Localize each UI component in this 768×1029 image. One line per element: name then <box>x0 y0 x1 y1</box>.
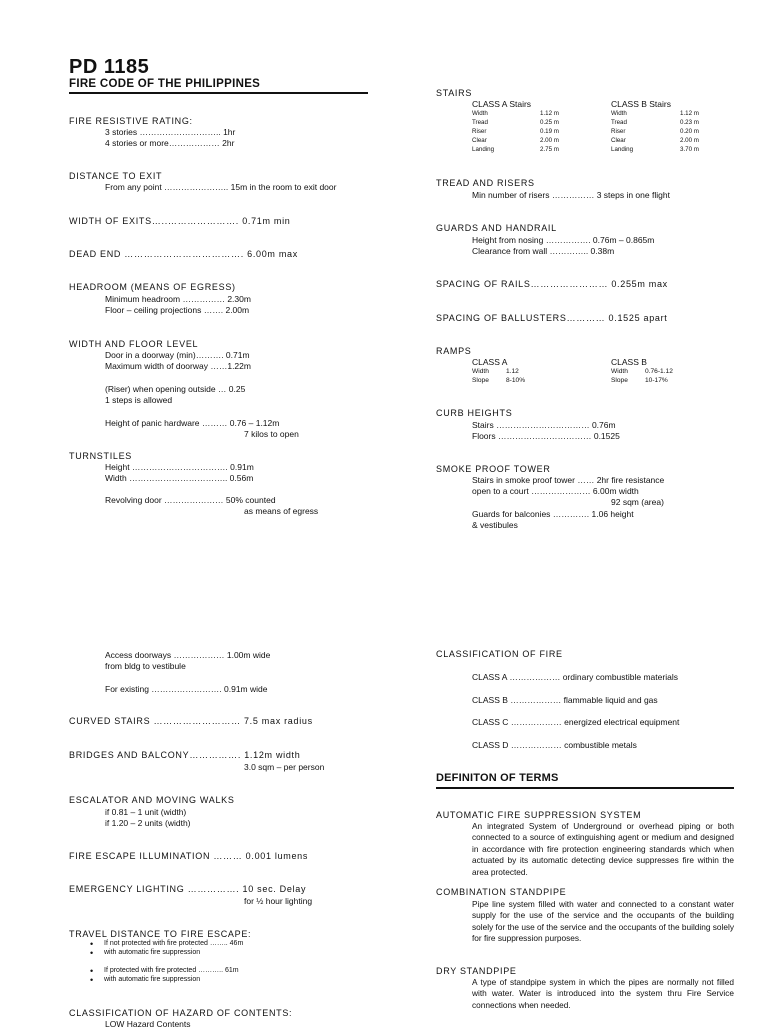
escalator-1-unit: if 0.81 – 1 unit (width) <box>105 807 187 817</box>
fire-resistive-heading: FIRE RESISTIVE RATING: <box>69 116 193 126</box>
stairs-class-a: CLASS A Stairs <box>472 99 532 109</box>
smoke-court-area: 92 sqm (area) <box>611 497 664 507</box>
ramp-b-width-label: Width <box>611 368 628 375</box>
class-c-fire: CLASS C ……………… energized electrical equipment <box>472 717 680 727</box>
distance-to-exit-heading: DISTANCE TO EXIT <box>69 171 163 181</box>
spacing-of-rails: SPACING OF RAILS…………………… 0.255m max <box>436 279 668 289</box>
width-of-exits: WIDTH OF EXITS…..…………………. 0.71m min <box>69 216 291 226</box>
stairs-class-b-value: 0.20 m <box>680 128 699 135</box>
escalator-heading: ESCALATOR AND MOVING WALKS <box>69 795 235 805</box>
door-in-doorway: Door in a doorway (min)………. 0.71m <box>105 350 250 360</box>
stairs-class-b: CLASS B Stairs <box>611 99 671 109</box>
ramps-heading: RAMPS <box>436 346 472 356</box>
travel-not-protected: • If not protected with fire protected …….. 46m <box>104 940 243 947</box>
travel-protected: • If protected with fire protected ……….. 61m <box>104 967 239 974</box>
ramp-b-slope-label: Slope <box>611 377 628 384</box>
bridges-balcony-area: 3.0 sqm – per person <box>244 762 325 772</box>
stairs-class-a-value: 0.19 m <box>540 128 559 135</box>
stairs-row-label-b: Landing <box>611 146 634 153</box>
ceiling-projections: Floor – ceiling projections ……. 2.00m <box>105 305 250 315</box>
panic-hardware-height: Height of panic hardware ……… 0.76 – 1.12m <box>105 418 280 428</box>
riser-opening: (Riser) when opening outside … 0.25 <box>105 384 246 394</box>
class-b-fire: CLASS B ……………… flammable liquid and gas <box>472 695 658 705</box>
stairs-class-b-value: 1.12 m <box>680 110 699 117</box>
escalator-2-units: if 1.20 – 2 units (width) <box>105 818 191 828</box>
tread-risers-heading: TREAD AND RISERS <box>436 178 535 188</box>
stairs-class-b-value: 0.23 m <box>680 119 699 126</box>
stairs-row-label-b: Clear <box>611 137 626 144</box>
definition-rule <box>436 787 734 789</box>
stairs-row-label-b: Tread <box>611 119 627 126</box>
max-doorway-width: Maximum width of doorway ……1.22m <box>105 361 251 371</box>
minimum-headroom: Minimum headroom …………… 2.30m <box>105 294 251 304</box>
smoke-stairs: Stairs in smoke proof tower …… 2hr fire resistance <box>472 475 665 485</box>
for-existing: For existing ……………………. 0.91m wide <box>105 684 268 694</box>
document-title: PD 1185 <box>69 56 150 78</box>
fire-escape-illumination: FIRE ESCAPE ILLUMINATION ……… 0.001 lumens <box>69 851 309 861</box>
definition-dry-standpipe: A type of standpipe system in which the pipes are normally not filled with water. Water is introduced into the system thru Fire Service connections when needed. <box>472 977 734 1010</box>
emergency-lighting-duration: for ½ hour lighting <box>244 896 313 906</box>
access-doorways: Access doorways ……………… 1.00m wide <box>105 650 271 660</box>
ramp-b-width: 0.76-1.12 <box>645 368 673 375</box>
smoke-proof-heading: SMOKE PROOF TOWER <box>436 464 551 474</box>
stairs-heading: STAIRS <box>436 88 473 98</box>
revolving-door: Revolving door ………………… 50% counted <box>105 495 276 505</box>
ramp-a-width-label: Width <box>472 368 489 375</box>
stairs-row-label: Landing <box>472 146 495 153</box>
turnstiles-heading: TURNSTILES <box>69 451 133 461</box>
travel-not-protected-note: • with automatic fire suppression <box>104 949 200 956</box>
travel-distance-heading: TRAVEL DISTANCE TO FIRE ESCAPE: <box>69 929 252 939</box>
definition-combination-standpipe: Pipe line system filled with water and connected to a constant water supply for the use of the service and the occupants of the building solely for the use of the service and the occupants of the building solely for fire suppression purposes. <box>472 899 734 944</box>
hazard-low: LOW Hazard Contents <box>105 1019 191 1029</box>
curved-stairs: CURVED STAIRS ……………………… 7.5 max radius <box>69 716 313 726</box>
headroom-heading: HEADROOM (MEANS OF EGRESS) <box>69 282 236 292</box>
document-subtitle: FIRE CODE OF THE PHILIPPINES <box>69 78 261 90</box>
stairs-row-label: Riser <box>472 128 487 135</box>
distance-to-exit-value: From any point ………………….. 15m in the room to exit door <box>105 182 337 192</box>
stairs-class-b-value: 3.70 m <box>680 146 699 153</box>
smoke-guards: Guards for balconies …………. 1.06 height <box>472 509 634 519</box>
revolving-door-note: as means of egress <box>244 506 319 516</box>
smoke-court: open to a court ………………… 6.00m width <box>472 486 639 496</box>
width-floor-heading: WIDTH AND FLOOR LEVEL <box>69 339 199 349</box>
stairs-row-label-b: Width <box>611 110 627 117</box>
spacing-of-ballusters: SPACING OF BALLUSTERS………… 0.1525 apart <box>436 313 668 323</box>
stairs-class-a-value: 0.25 m <box>540 119 559 126</box>
travel-protected-note: • with automatic fire suppression <box>104 976 200 983</box>
title-rule <box>69 92 368 94</box>
curb-floors: Floors …………………………… 0.1525 <box>472 431 620 441</box>
curb-stairs: Stairs …………………………… 0.76m <box>472 420 616 430</box>
turnstile-height: Height ……………………………. 0.91m <box>105 462 254 472</box>
height-from-nosing: Height from nosing ……………. 0.76m – 0.865m <box>472 235 655 245</box>
dead-end: DEAD END ………………………………. 6.00m max <box>69 249 298 259</box>
ramp-a-slope-label: Slope <box>472 377 489 384</box>
definition-heading: DEFINITON OF TERMS <box>436 772 559 784</box>
term-dry-standpipe: DRY STANDPIPE <box>436 966 517 976</box>
classification-heading: CLASSIFICATION OF FIRE <box>436 649 563 659</box>
fire-resistive-4-stories: 4 stories or more……………… 2hr <box>105 138 235 148</box>
stairs-row-label: Width <box>472 110 488 117</box>
smoke-vestibules: & vestibules <box>472 520 518 530</box>
ramps-class-b: CLASS B <box>611 357 647 367</box>
guards-heading: GUARDS AND HANDRAIL <box>436 223 557 233</box>
min-risers: Min number of risers …………… 3 steps in one flight <box>472 190 670 200</box>
stairs-class-b-value: 2.00 m <box>680 137 699 144</box>
ramps-class-a: CLASS A <box>472 357 508 367</box>
ramp-a-slope: 8-10% <box>506 377 526 384</box>
access-doorways-note: from bldg to vestibule <box>105 661 186 671</box>
class-d-fire: CLASS D ……………… combustible metals <box>472 740 637 750</box>
stairs-class-a-value: 1.12 m <box>540 110 559 117</box>
bridges-balcony: BRIDGES AND BALCONY……………. 1.12m width <box>69 750 301 760</box>
clearance-from-wall: Clearance from wall ………….. 0.38m <box>472 246 615 256</box>
stairs-row-label: Clear <box>472 137 487 144</box>
stairs-class-a-value: 2.00 m <box>540 137 559 144</box>
stairs-class-a-value: 2.75 m <box>540 146 559 153</box>
panic-hardware-force: 7 kilos to open <box>244 429 299 439</box>
curb-heights-heading: CURB HEIGHTS <box>436 408 513 418</box>
stairs-row-label: Tread <box>472 119 488 126</box>
ramp-a-width: 1.12 <box>506 368 519 375</box>
emergency-lighting: EMERGENCY LIGHTING ……………. 10 sec. Delay <box>69 884 307 894</box>
term-auto-fire-suppression: AUTOMATIC FIRE SUPPRESSION SYSTEM <box>436 810 642 820</box>
ramp-b-slope: 10-17% <box>645 377 668 384</box>
class-a-fire: CLASS A ……………… ordinary combustible materials <box>472 672 678 682</box>
hazard-heading: CLASSIFICATION OF HAZARD OF CONTENTS: <box>69 1008 293 1018</box>
steps-allowed: 1 steps is allowed <box>105 395 173 405</box>
stairs-row-label-b: Riser <box>611 128 626 135</box>
term-combination-standpipe: COMBINATION STANDPIPE <box>436 887 567 897</box>
fire-resistive-3-stories: 3 stories ……………………….. 1hr <box>105 127 236 137</box>
definition-auto-fire-suppression: An integrated System of Underground or overhead piping or both connected to a source of extinguishing agent or medium and designed in accordance with fire protection engineering standards which when actuated by its automatic detecting device suppresses fire within the area protected. <box>472 821 734 877</box>
turnstile-width: Width …………………………….. 0.56m <box>105 473 254 483</box>
